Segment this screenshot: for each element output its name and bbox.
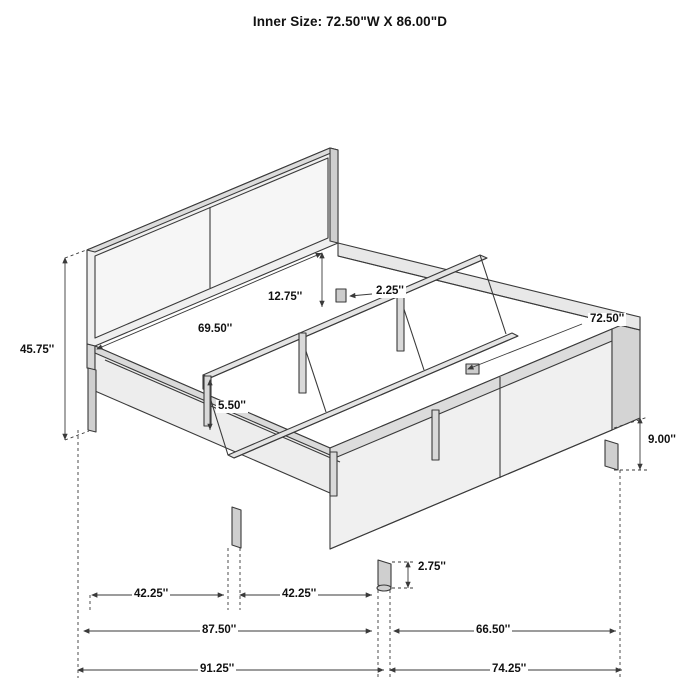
dim-side-span: 66.50'' (476, 624, 511, 636)
dim-leg-span-right: 42.25'' (282, 588, 317, 600)
dim-deck-height: 9.00'' (648, 434, 676, 446)
dim-leg-height: 2.75'' (418, 561, 446, 573)
page-title: Inner Size: 72.50"W X 86.00"D (252, 14, 448, 29)
dim-rail-thickness: 2.25'' (376, 285, 404, 297)
dim-headboard-width: 69.50'' (198, 323, 233, 335)
dim-inner-width: 72.50'' (590, 313, 625, 325)
left-side-rail (95, 346, 330, 493)
dim-front-span: 87.50'' (202, 624, 237, 636)
bed-illustration (87, 148, 640, 591)
dim-total-height: 45.75'' (20, 344, 55, 356)
dim-headboard-clearance: 12.75'' (268, 291, 303, 303)
dim-slat-height: 5.50'' (218, 400, 246, 412)
dim-overall-side: 74.25'' (492, 663, 527, 675)
dim-overall-front: 91.25'' (200, 663, 235, 675)
dim-leg-span-left: 42.25'' (134, 588, 169, 600)
footboard-rail (330, 329, 612, 549)
